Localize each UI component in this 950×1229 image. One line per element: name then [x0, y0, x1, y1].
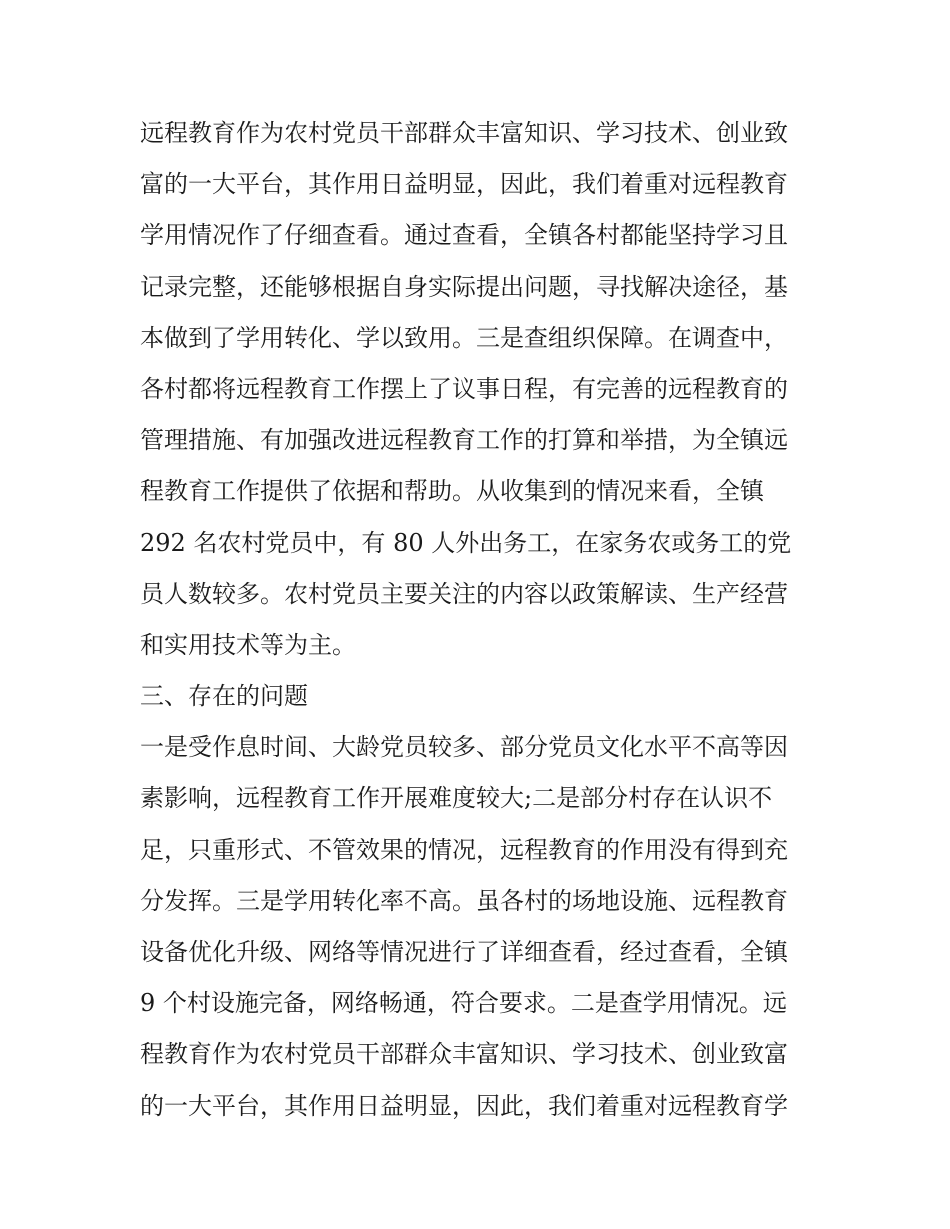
text-line: 学用情况作了仔细查看。通过查看，全镇各村都能坚持学习且 — [140, 221, 788, 250]
text-line: 设备优化升级、网络等情况进行了详细查看，经过查看，全镇 — [140, 938, 788, 966]
text-line: 程教育作为农村党员干部群众丰富知识、学习技术、创业致富 — [140, 1040, 788, 1069]
text-line: 远程教育作为农村党员干部群众丰富知识、学习技术、创业致 — [140, 119, 788, 147]
text-line: 的一大平台，其作用日益明显，因此，我们着重对远程教育学 — [140, 1091, 788, 1120]
text-line: 一是受作息时间、大龄党员较多、部分党员文化水平不高等因 — [140, 733, 788, 762]
text-line: 分发挥。三是学用转化率不高。虽各村的场地设施、远程教育 — [140, 886, 788, 915]
text-line: 9 个村设施完备，网络畅通，符合要求。二是查学用情况。远 — [140, 989, 787, 1018]
text-line: 管理措施、有加强改进远程教育工作的打算和举措，为全镇远 — [140, 426, 788, 455]
text-line: 员人数较多。农村党员主要关注的内容以政策解读、生产经营 — [140, 579, 788, 608]
text-line: 素影响，远程教育工作开展难度较大;二是部分村存在认识不 — [140, 784, 773, 813]
text-line: 程教育工作提供了依据和帮助。从收集到的情况来看，全镇 — [140, 477, 764, 506]
text-line: 本做到了学用转化、学以致用。三是查组织保障。在调查中， — [140, 323, 788, 352]
text-line: 足，只重形式、不管效果的情况，远程教育的作用没有得到充 — [140, 835, 788, 864]
section-heading: 三、存在的问题 — [140, 682, 308, 711]
text-line: 各村都将远程教育工作摆上了议事日程，有完善的远程教育的 — [140, 374, 788, 403]
text-line: 富的一大平台，其作用日益明显，因此，我们着重对远程教育 — [140, 170, 788, 199]
text-line: 记录完整，还能够根据自身实际提出问题，寻找解决途径，基 — [140, 272, 788, 301]
body-text — [140, 108, 820, 1132]
text-line: 和实用技术等为主。 — [140, 630, 356, 659]
text-line: 292 名农村党员中，有 80 人外出务工，在家务农或务工的党 — [140, 528, 792, 557]
